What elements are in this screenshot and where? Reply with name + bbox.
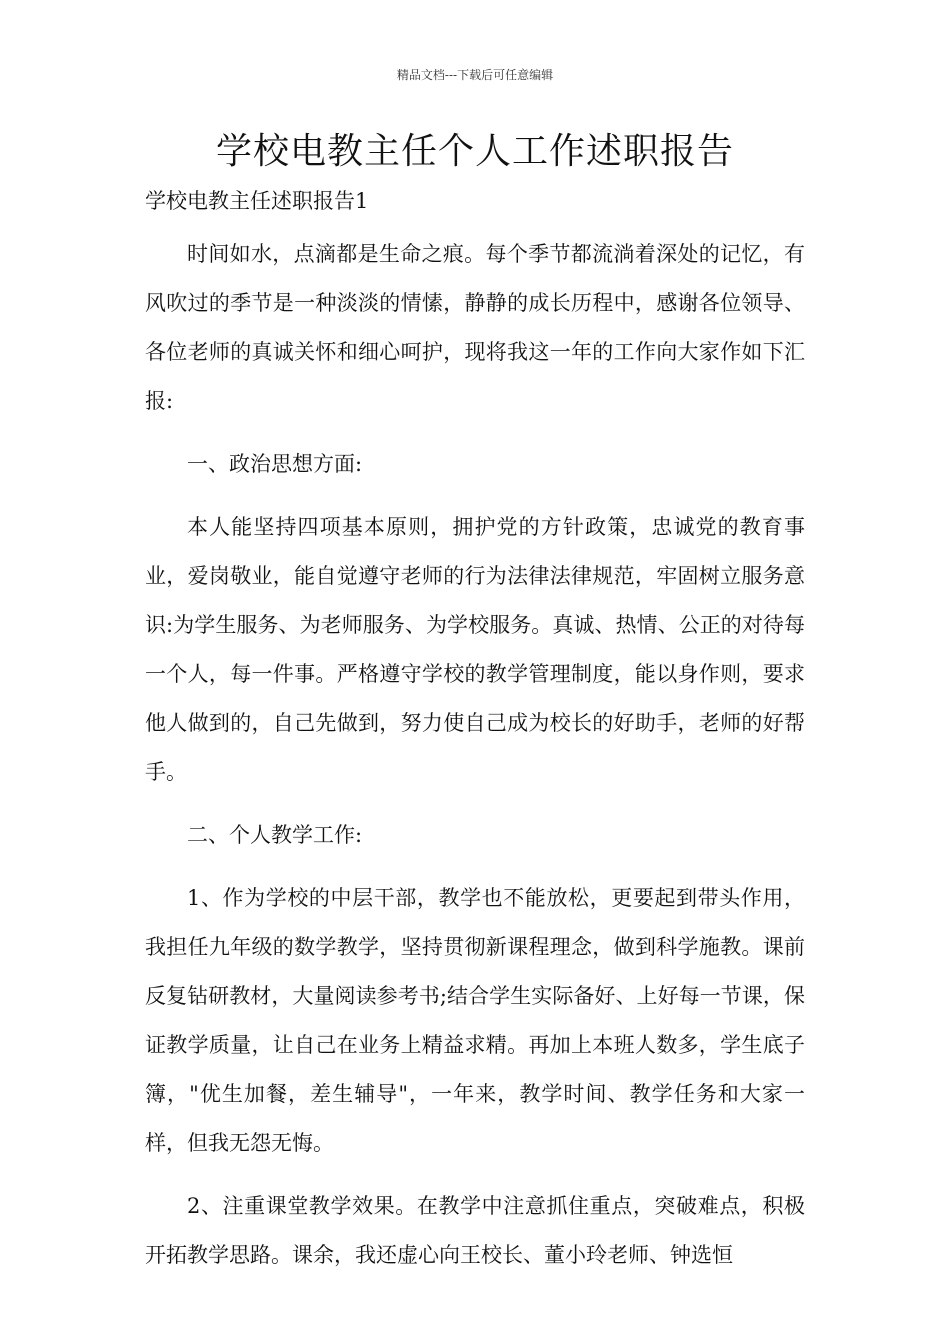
heading-personal-teaching: 二、个人教学工作:: [187, 823, 363, 847]
paragraph-teaching-item-1: 1、作为学校的中层干部，教学也不能放松，更要起到带头作用，我担任九年级的数学教学，坚持贯彻新课程理念，做到科学施教。课前反复钻研教材，大量阅读参考书;结合学生实际备好、上好每一节课，保证教学质量，让自己在业务上精益求精。再加上本班人数多，学生底子簿，"优生加餐，差生辅导"，一年来，教学时间、教学任务和大家一样，但我无怨无悔。: [145, 886, 805, 1155]
page-header-note: 精品文档---下载后可任意编辑: [396, 68, 554, 82]
section-subtitle: 学校电教主任述职报告1: [145, 189, 369, 213]
document-title: 学校电教主任个人工作述职报告: [215, 131, 734, 172]
paragraph-intro: 时间如水，点滴都是生命之痕。每个季节都流淌着深处的记忆，有风吹过的季节是一种淡淡的情愫，静静的成长历程中，感谢各位领导、各位老师的真诚关怀和细心呵护，现将我这一年的工作向大家作如下汇报:: [145, 242, 805, 413]
paragraph-teaching-item-2: 2、注重课堂教学效果。在教学中注意抓住重点，突破难点，积极开拓教学思路。课余，我还虚心向王校长、董小玲老师、钟选恒: [145, 1194, 805, 1267]
document-body: [145, 230, 805, 1294]
heading-political-thought: 一、政治思想方面:: [187, 452, 363, 476]
paragraph-political-thought: 本人能坚持四项基本原则，拥护党的方针政策，忠诚党的教育事业，爱岗敬业，能自觉遵守老师的行为法律法律规范，牢固树立服务意识:为学生服务、为老师服务、为学校服务。真诚、热情、公正的对待每一个人，每一件事。严格遵守学校的教学管理制度，能以身作则，要求他人做到的，自己先做到，努力使自己成为校长的好助手，老师的好帮手。: [145, 515, 805, 784]
